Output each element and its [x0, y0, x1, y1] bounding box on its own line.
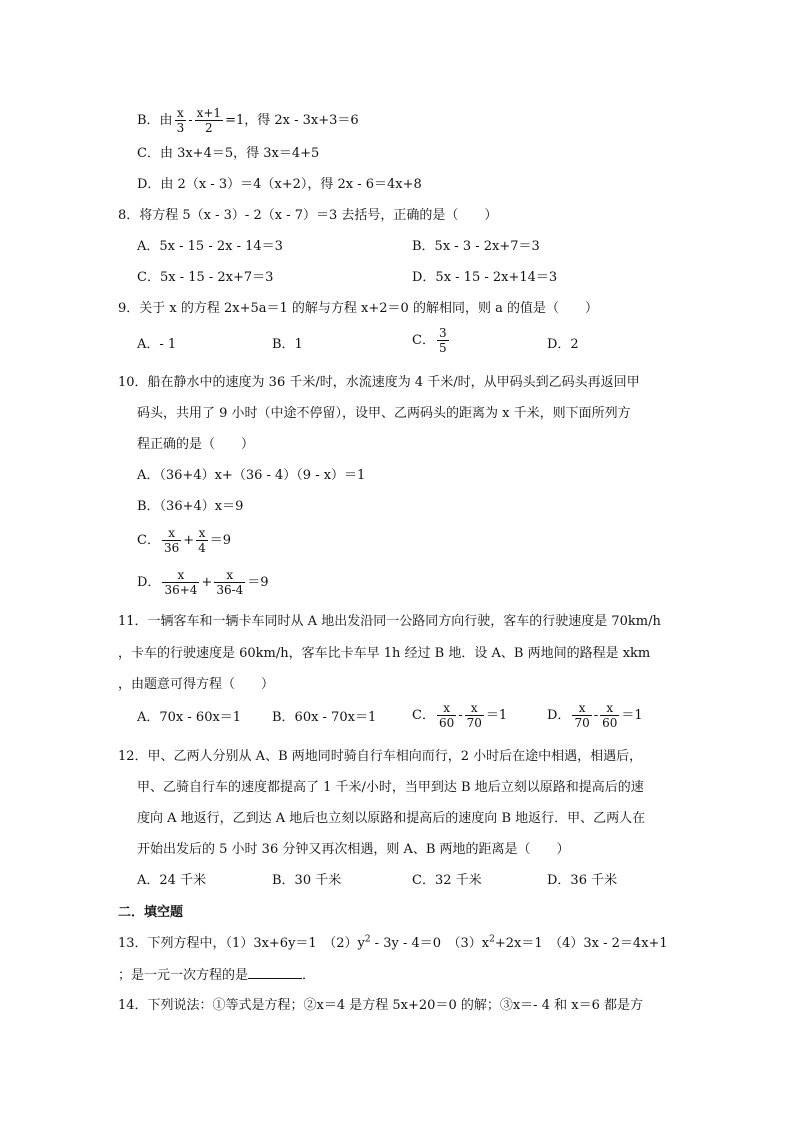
- fraction: $\frac{x}{36+4}$: [164, 568, 198, 597]
- q12-line-2: 甲、乙骑自行车的速度都提高了 1 千米/小时，当甲到达 B 地后立刻以原路和提高后的速: [137, 780, 644, 795]
- q11-line-1: 11．一辆客车和一辆卡车同时从 A 地出发沿同一公路同方向行驶，客车的行驶速度是 70km/h: [118, 614, 661, 629]
- q8-option-d: D．5x - 15 - 2x+14＝3: [412, 270, 558, 285]
- q11-option-d: D． $\frac{x}{70}$ - $\frac{x}{60}$ ＝1: [547, 701, 643, 730]
- q12-option-b: B．30 千米: [272, 873, 342, 888]
- q9-option-a: A．- 1: [137, 337, 177, 352]
- fraction: $\frac{x}{4}$: [198, 526, 206, 555]
- fraction: $\frac{x}{60}$: [602, 701, 618, 730]
- q10-option-c: C． $\frac{x}{36}$ + $\frac{x}{4}$ ＝9: [137, 526, 232, 555]
- q13-line-1: 13．下列方程中，（1）3x+6y＝1 $(2)y^2 - 3y - 4=0$ $(3)x^2+2x=1$ （4）3x - 2＝4x+1: [118, 934, 668, 951]
- q7-option-c: C．由 3x+4＝5，得 3x＝4+5: [137, 146, 320, 161]
- q9-stem: 9．关于 x 的方程 2x+5a＝1 的解与方程 x+2＝0 的解相同，则 a 的值是（ ）: [118, 301, 598, 316]
- q8-option-b: B．5x - 3 - 2x+7＝3: [412, 239, 540, 254]
- q11-option-b: B．60x - 70x＝1: [272, 710, 377, 725]
- fraction: $\frac{x+1}{2}$: [196, 106, 222, 135]
- q8-option-c: C．5x - 15 - 2x+7＝3: [137, 270, 274, 285]
- q11-option-a: A．70x - 60x＝1: [137, 710, 242, 725]
- q9-option-d: D．2: [547, 337, 579, 352]
- q10-option-a: A．（36+4）x+（36 - 4）（9 - x）＝1: [137, 468, 366, 483]
- q12-option-a: A．24 千米: [137, 873, 207, 888]
- q10-line-2: 码头，共用了 9 小时（中途不停留），设甲、乙两码头的距离为 x 千米，则下面所列方: [137, 406, 631, 421]
- q9-option-c: C． $\frac{3}{5}$: [412, 326, 447, 355]
- q10-option-b: B．（36+4）x＝9: [137, 499, 244, 514]
- q12-line-4: 开始出发后的 5 小时 36 分钟又再次相遇，则 A、B 两地的距离是（ ）: [137, 842, 570, 857]
- fraction: $\frac{x}{36-4}$: [216, 568, 244, 597]
- fraction: $\frac{x}{70}$: [574, 701, 590, 730]
- q11-option-c: C． $\frac{x}{60}$ - $\frac{x}{70}$ ＝1: [412, 701, 508, 730]
- q7-option-d: D．由 2（x - 3）＝4（x+2），得 2x - 6＝4x+8: [137, 177, 422, 192]
- q9-option-b: B．1: [272, 337, 303, 352]
- section-heading-fill-in: 二．填空题: [118, 905, 184, 920]
- q12-option-c: C．32 千米: [412, 873, 482, 888]
- q7-option-b-prefix: B．由: [137, 113, 173, 128]
- q10-line-1: 10．船在静水中的速度为 36 千米/时，水流速度为 4 千米/时，从甲码头到乙码头再返回甲: [118, 375, 640, 390]
- q11-line-3: ，由题意可得方程（ ）: [118, 677, 275, 692]
- fraction: $\frac{x}{70}$: [466, 701, 482, 730]
- fraction: $\frac{x}{36}$: [163, 526, 180, 555]
- q11-line-2: ，卡车的行驶速度是 60km/h，客车比卡车早 1h 经过 B 地．设 A、B 两地间的路程是 xkm: [118, 646, 651, 661]
- q14-line-1: 14．下列说法：①等式是方程；②x＝4 是方程 5x+20＝0 的解；③x＝- 4 和 x＝6 都是方: [118, 998, 643, 1013]
- q8-option-a: A．5x - 15 - 2x - 14＝3: [137, 239, 283, 254]
- q12-line-3: 度向 A 地返行，乙到达 A 地后也立刻以原路和提高后的速度向 B 地返行．甲、乙两人在: [137, 811, 646, 826]
- fraction: $\frac{3}{5}$: [438, 326, 447, 355]
- q13-line-2: ；是一元一次方程的是 ．: [118, 968, 316, 983]
- fraction: $\frac{x}{3}$: [176, 106, 185, 135]
- q12-option-d: D．36 千米: [547, 873, 618, 888]
- fraction: $\frac{x}{60}$: [438, 701, 455, 730]
- q8-stem: 8．将方程 5（x - 3）- 2（x - 7）＝3 去括号，正确的是（ ）: [118, 208, 498, 223]
- q10-option-d: D． $\frac{x}{36+4}$ + $\frac{x}{36-4}$ ＝9: [137, 568, 269, 597]
- answer-blank[interactable]: [248, 966, 302, 979]
- q7-option-b: B．由 $\frac{x}{3}$ - $\frac{x+1}{2}$ =1，得 2x - 3x+3＝6: [137, 106, 359, 135]
- q10-line-3: 程正确的是（ ）: [137, 437, 255, 452]
- q12-line-1: 12．甲、乙两人分别从 A、B 两地同时骑自行车相向而行，2 小时后在途中相遇，相遇后，: [118, 749, 643, 764]
